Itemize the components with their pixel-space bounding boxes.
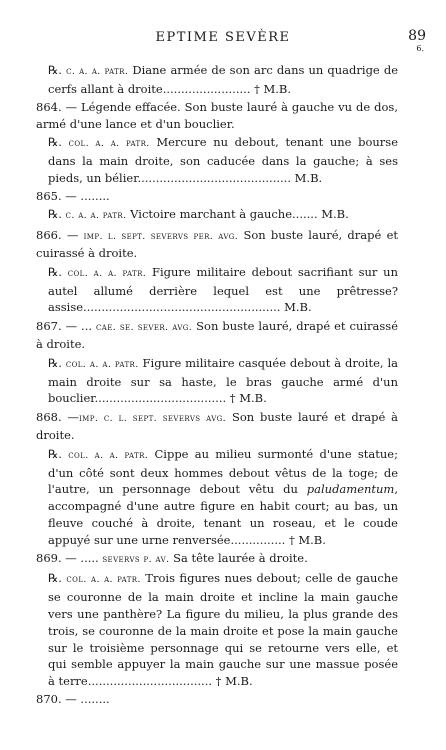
- legend-text: col. a. a. patr.: [67, 267, 147, 279]
- page-header: [0, 28, 446, 53]
- entry-text: 868. —: [36, 409, 79, 424]
- entry-text: ℞.: [48, 135, 69, 150]
- entry-text: 866. —: [36, 227, 84, 242]
- entry-text: 870. — ........: [36, 692, 110, 707]
- entry-text: Diane armée de son arc dans un quadrige de cerfs allant à droite........................ † M.B.: [48, 63, 399, 96]
- entry-text: ℞.: [48, 207, 66, 222]
- entry-text: Sa tête laurée à droite.: [169, 551, 308, 566]
- legend-text: c. a. a. patr.: [66, 66, 129, 77]
- entry-text: ℞.: [48, 264, 68, 279]
- entry-obv-866: [36, 227, 398, 263]
- entry-text: ℞.: [48, 355, 66, 370]
- legend-text: cae. se. sever. avg.: [95, 321, 193, 333]
- entry-text: Son buste lauré et drapé à droite.: [36, 409, 398, 443]
- legend-text: c. a. a. patr.: [65, 210, 127, 222]
- entry-obv-870: [36, 691, 398, 708]
- entry-text: Mercure nu debout, tenant une bourse dans la main droite, son caducée dans la gauche; à ses pieds, un bélier.......................................... M.B.: [48, 135, 399, 185]
- entry-rev-868: [36, 446, 398, 549]
- entry-obv-864: [36, 99, 398, 133]
- entry-text: 869. — .....: [36, 551, 103, 566]
- entry-text: , accompagné d'une autre figure en habit court; au bas, un fleuve couché à droite, tenant un roseau, et le coude appuyé sur une urne renversée............... † M.B.: [48, 482, 398, 547]
- legend-text: col. a. a. patr.: [68, 138, 150, 150]
- entry-text: ℞.: [48, 446, 69, 461]
- entry-text: ℞.: [48, 571, 67, 586]
- entry-rev-863: [36, 62, 398, 98]
- entry-obv-869: [36, 550, 398, 569]
- entry-text: Son buste lauré, drapé et cuirassé à droite.: [36, 227, 399, 261]
- legend-text: severvs p. av.: [102, 554, 170, 566]
- legend-text: col. a. a. patr.: [65, 358, 139, 370]
- legend-text: imp. c. l. sept. severvs avg.: [78, 412, 227, 424]
- entry-obv-867: [36, 318, 398, 354]
- italic-term: paludamentum: [306, 482, 395, 497]
- entry-text: Trois figures nues debout; celle de gauche se couronne de la main droite et incline la main gauche vers une panthère? La figure du milieu, la plus grande des trois, se couronne de la main droite et pose la main gauche sur le troisième personnage qui se retourne vers elle, et qui semble appuyer la main gauche sur une massue posée à terre.................................. † M.B.: [48, 571, 398, 689]
- entry-rev-864: [36, 134, 398, 186]
- page-mark: 6.: [416, 44, 424, 53]
- entry-rev-867: [36, 355, 398, 407]
- entry-rev-866: [36, 264, 398, 316]
- entry-text: Cippe au milieu surmonté d'une statue; d'un côté sont deux hommes debout vêtus de la toge; de l'autre, un personnage debout vêtu du: [48, 446, 398, 497]
- entry-text: 865. — ........: [36, 189, 110, 204]
- legend-text: col. a. a. patr.: [68, 449, 149, 461]
- entry-text: 867. — ...: [36, 318, 96, 333]
- entry-text: Son buste lauré, drapé et cuirassé à droite.: [36, 318, 398, 352]
- legend-text: imp. l. sept. severvs per. avg.: [83, 230, 239, 242]
- catalogue-text: [36, 62, 398, 710]
- entry-text: ℞.: [48, 63, 67, 77]
- entry-text: Victoire marchant à gauche....... M.B.: [126, 207, 349, 222]
- entry-obv-868: [36, 409, 398, 445]
- entry-text: Figure militaire casquée debout à droite, la main droite sur sa haste, le bras gauche armé d'un bouclier.................................... † M.B.: [48, 355, 398, 406]
- entry-text: Figure militaire debout sacrifiant sur un autel allumé derrière lequel est une prêtresse? assise...................................................... M.B.: [48, 264, 398, 315]
- entry-rev-865: [36, 206, 398, 225]
- entry-text: 864. — Légende effacée. Son buste lauré à gauche vu de dos, armé d'une lance et d'un bouclier.: [36, 100, 398, 131]
- entry-rev-869: [36, 570, 398, 690]
- page-number: 89: [408, 28, 426, 44]
- entry-obv-865: [36, 188, 398, 205]
- running-title: EPTIME SEVÈRE: [155, 30, 291, 45]
- legend-text: col. a. a. patr.: [66, 574, 141, 586]
